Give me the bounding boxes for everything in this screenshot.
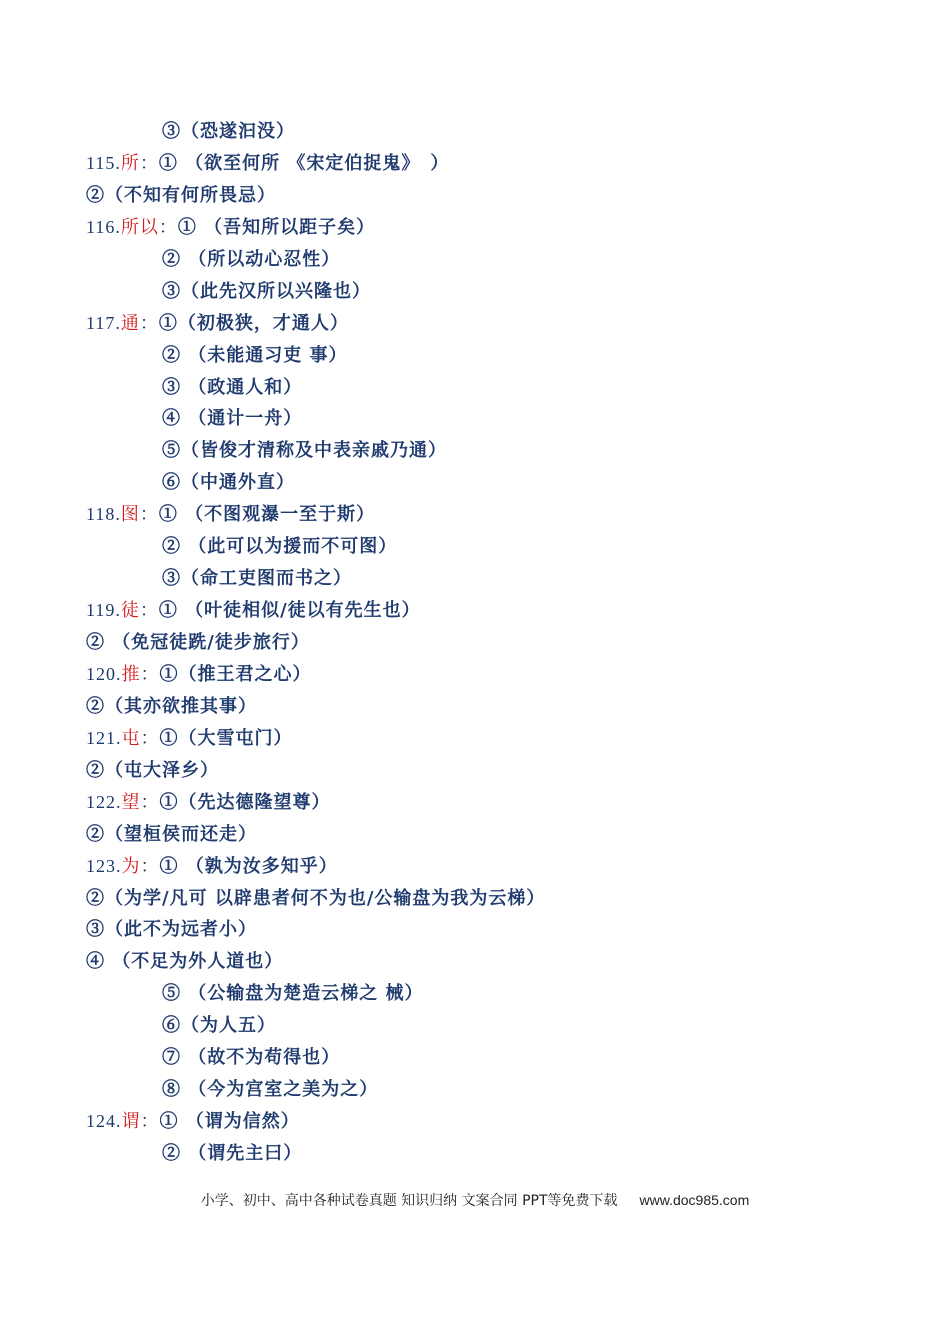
entry-keyword: 谓 <box>121 1111 141 1133</box>
entry-line <box>0 563 950 595</box>
entry-line <box>0 467 950 499</box>
entry-example: ② （所以动心忍性） <box>162 248 341 270</box>
entry-number: 124. <box>86 1111 122 1132</box>
entry-number: 122. <box>86 791 122 812</box>
entry-example: ⑤（皆俊才清称及中表亲戚乃通） <box>162 440 447 462</box>
entry-example: ② （谓先主曰） <box>162 1143 303 1164</box>
entry-example: ①（先达德隆望尊） <box>159 791 331 813</box>
entry-separator: ： <box>140 791 160 813</box>
entry-line <box>0 914 950 946</box>
entry-example: ② （此可以为援而不可图） <box>162 536 398 558</box>
entry-line <box>0 755 950 787</box>
entry-example: ②（屯大泽乡） <box>86 759 219 781</box>
entry-line <box>0 1042 950 1074</box>
entry-number: 119. <box>86 600 121 621</box>
entry-keyword: 所以 <box>120 216 159 238</box>
entry-line <box>0 116 950 148</box>
entry-example: ④ （不足为外人道也） <box>86 951 284 973</box>
entry-example: ① （不图观瀑一至于斯） <box>158 504 376 526</box>
entry-line <box>0 180 950 212</box>
entry-example: ① （欲至何所 《宋定伯捉鬼》 ） <box>158 152 450 174</box>
footer-text: 小学、初中、高中各种试卷真题 知识归纳 文案合同 PPT等免费下载 <box>200 1193 618 1209</box>
entry-line <box>0 308 950 340</box>
entry-example: ②（为学/凡可 以辟患者何不为也/公输盘为我为云梯） <box>86 887 546 909</box>
entry-line <box>0 946 950 978</box>
entry-keyword: 所 <box>120 152 140 174</box>
entry-line <box>0 244 950 276</box>
entry-separator: ： <box>139 152 159 174</box>
entry-separator: ： <box>140 727 160 749</box>
entry-example: ⑧ （今为宫室之美为之） <box>162 1079 379 1101</box>
entry-line <box>0 276 950 308</box>
entry-keyword: 屯 <box>121 727 141 749</box>
entry-separator: ： <box>139 504 159 526</box>
entry-number: 123. <box>86 855 122 876</box>
entry-separator: ： <box>139 312 159 334</box>
entry-line <box>0 212 950 244</box>
entry-line <box>0 340 950 372</box>
entry-example: ②（望桓侯而还走） <box>86 823 257 845</box>
entry-keyword: 为 <box>121 855 141 877</box>
entry-example: ③（恐遂汩没） <box>162 121 295 142</box>
entry-line <box>0 1138 950 1170</box>
page-footer <box>0 1190 950 1210</box>
entry-example: ② （免冠徒跣/徒步旅行） <box>86 632 310 653</box>
entry-example: ⑥（为人五） <box>162 1015 276 1037</box>
entry-example: ①（大雪屯门） <box>159 727 293 749</box>
entry-example: ① （谓为信然） <box>159 1111 300 1133</box>
entry-line <box>0 403 950 435</box>
entry-keyword: 图 <box>120 504 140 526</box>
entry-example: ① （孰为汝多知乎） <box>159 855 338 877</box>
entry-line <box>0 499 950 531</box>
entry-number: 118. <box>86 504 121 525</box>
entry-example: ①（推王君之心） <box>159 663 312 685</box>
entry-keyword: 徒 <box>120 600 140 622</box>
entry-number: 117. <box>86 312 121 333</box>
entry-line <box>0 627 950 659</box>
entry-line <box>0 1106 950 1138</box>
entry-example: ①（初极狭，才通人） <box>158 312 349 334</box>
entry-line <box>0 372 950 404</box>
entry-example: ① （吾知所以距子矣） <box>177 216 376 238</box>
entry-example: ③（此不为远者小） <box>86 919 257 941</box>
entry-line <box>0 978 950 1010</box>
entry-separator: ： <box>158 216 178 238</box>
entry-line <box>0 659 950 691</box>
footer-site-link[interactable]: www.doc985.com <box>639 1192 750 1208</box>
entry-separator: ： <box>139 600 159 622</box>
entry-line <box>0 691 950 723</box>
entry-example: ④ （通计一舟） <box>162 408 303 430</box>
entry-example: ③（命工吏图而书之） <box>162 568 352 590</box>
entry-example: ③（此先汉所以兴隆也） <box>162 280 371 302</box>
entry-line <box>0 435 950 467</box>
entry-separator: ： <box>140 663 160 685</box>
entry-example: ② （未能通习吏 事） <box>162 344 348 366</box>
entry-separator: ： <box>140 855 160 877</box>
vocabulary-list <box>0 116 950 1170</box>
entry-keyword: 推 <box>121 663 141 685</box>
entry-line <box>0 1074 950 1106</box>
entry-line <box>0 148 950 180</box>
entry-line <box>0 851 950 883</box>
entry-keyword: 望 <box>121 791 141 813</box>
entry-line <box>0 1010 950 1042</box>
entry-example: ②（不知有何所畏忌） <box>86 184 276 206</box>
entry-line <box>0 883 950 915</box>
entry-line <box>0 595 950 627</box>
entry-example: ③ （政通人和） <box>162 376 303 398</box>
entry-keyword: 通 <box>120 312 140 334</box>
entry-example: ⑥（中通外直） <box>162 472 295 494</box>
entry-number: 120. <box>86 663 122 684</box>
entry-example: ① （叶徒相似/徒以有先生也） <box>158 600 421 622</box>
entry-line <box>0 787 950 819</box>
entry-line <box>0 723 950 755</box>
entry-example: ⑤ （公输盘为楚造云梯之 械） <box>162 983 424 1005</box>
entry-example: ⑦ （故不为苟得也） <box>162 1047 341 1069</box>
entry-line <box>0 531 950 563</box>
entry-example: ②（其亦欲推其事） <box>86 695 257 717</box>
entry-number: 115. <box>86 152 121 173</box>
entry-line <box>0 819 950 851</box>
entry-number: 116. <box>86 216 121 237</box>
entry-number: 121. <box>86 727 122 748</box>
entry-separator: ： <box>140 1111 160 1133</box>
